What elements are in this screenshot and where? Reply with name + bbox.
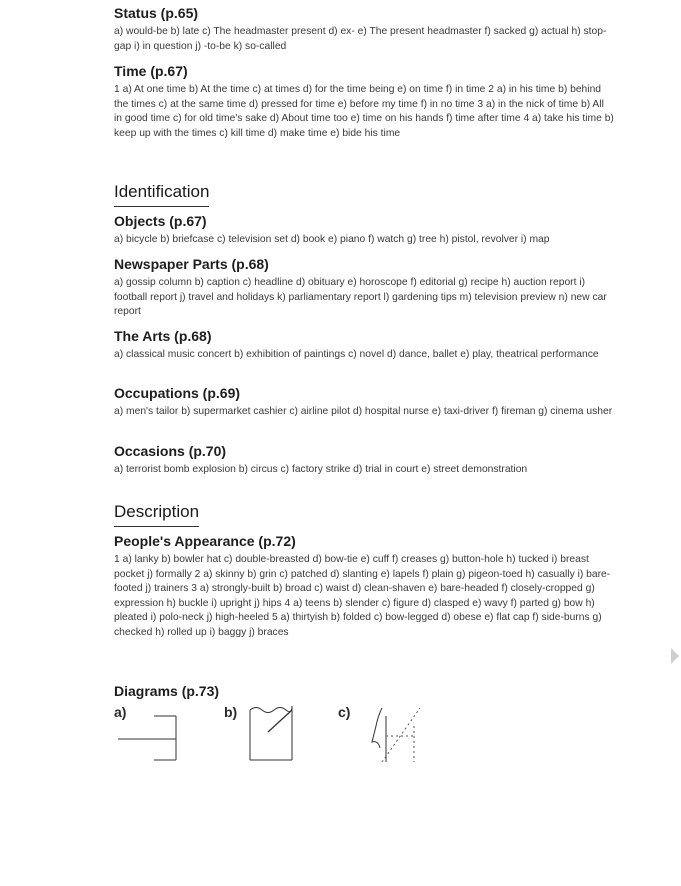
section-time [114, 62, 614, 141]
section-peoples-appearance [114, 532, 614, 641]
section-heading: People's Appearance (p.72) [114, 533, 296, 549]
diagram-b-label: b) [224, 704, 238, 720]
section-status [114, 4, 614, 54]
diagram-c [358, 696, 428, 766]
section-answers: a) bicycle b) briefcase c) television set d) book e) piano f) watch g) tree h) pistol, revolver i) map [114, 234, 550, 245]
chapter-heading: Description [114, 501, 199, 527]
section-heading: Objects (p.67) [114, 213, 207, 229]
section-heading: Newspaper Parts (p.68) [114, 256, 269, 272]
section-heading: Status (p.65) [114, 5, 199, 21]
section-answers: a) classical music concert b) exhibition of paintings c) novel d) dance, ballet e) play, theatrical performance [114, 349, 599, 360]
section-answers: a) terrorist bomb explosion b) circus c) factory strike d) trial in court e) street demonstration [114, 464, 528, 475]
section-heading: Occasions (p.70) [114, 443, 227, 459]
section-heading: The Arts (p.68) [114, 328, 212, 344]
section-answers: a) men's tailor b) supermarket cashier c) airline pilot d) hospital nurse e) taxi-driver f) fireman g) cinema usher [114, 406, 613, 417]
section-heading: Time (p.67) [114, 63, 188, 79]
chapter-description [114, 501, 199, 527]
next-page-arrow-icon[interactable] [671, 648, 679, 664]
section-answers: 1 a) At one time b) At the time c) at times d) for the time being e) on time f) in time 2 a) in his time b) behind the times c) at the same time d) pressed for time e) before my time f) in no time 3 a) in the nick of time b) All in good time c) for old time's sake d) About time too e) time on his hands f) time after time 4 a) take his time b) keep up with the times c) kill time d) make time e) bide his time [114, 84, 614, 139]
section-objects [114, 212, 550, 248]
section-newspaper-parts [114, 255, 614, 320]
diagram-b [246, 702, 306, 762]
section-diagrams [114, 682, 614, 772]
section-heading: Occupations (p.69) [114, 385, 241, 401]
section-answers: a) would-be b) late c) The headmaster present d) ex- e) The present headmaster f) sacked g) actual h) stop-gap i) in question j) -to-be k) so-called [114, 26, 607, 52]
chapter-identification [114, 181, 209, 207]
section-answers: a) gossip column b) caption c) headline d) obituary e) horoscope f) editorial g) recipe h) auction report i) football report j) travel and holidays k) parliamentary report l) gardening tips m) television preview n) new car report [114, 277, 607, 318]
diagram-c-label: c) [338, 704, 351, 720]
section-occupations [114, 384, 612, 420]
diagram-a [114, 708, 184, 768]
section-answers: 1 a) lanky b) bowler hat c) double-breasted d) bow-tie e) cuff f) creases g) button-hole h) tucked i) breast pocket j) formally 2 a) skinny b) grin c) patched d) slanting e) lapels f) plain g) pigeon-toed h) casually i) bare-footed j) trainers 3 a) strongly-built b) broad c) waist d) clean-shaven e) bare-headed f) closely-cropped g) expression h) buckle i) upright j) hips 4 a) teens b) slender c) figure d) clasped e) wavy f) parted g) bow h) pleated i) polo-neck j) high-heeled 5 a) thirtyish b) folded c) bow-legged d) obese e) flat cap f) side-burns g) checked h) rolled up i) baggy j) braces [114, 554, 611, 638]
section-heading: Diagrams (p.73) [114, 683, 220, 699]
section-the-arts [114, 327, 599, 363]
diagram-a-label: a) [114, 704, 127, 720]
section-occasions [114, 442, 527, 478]
chapter-heading: Identification [114, 181, 209, 207]
